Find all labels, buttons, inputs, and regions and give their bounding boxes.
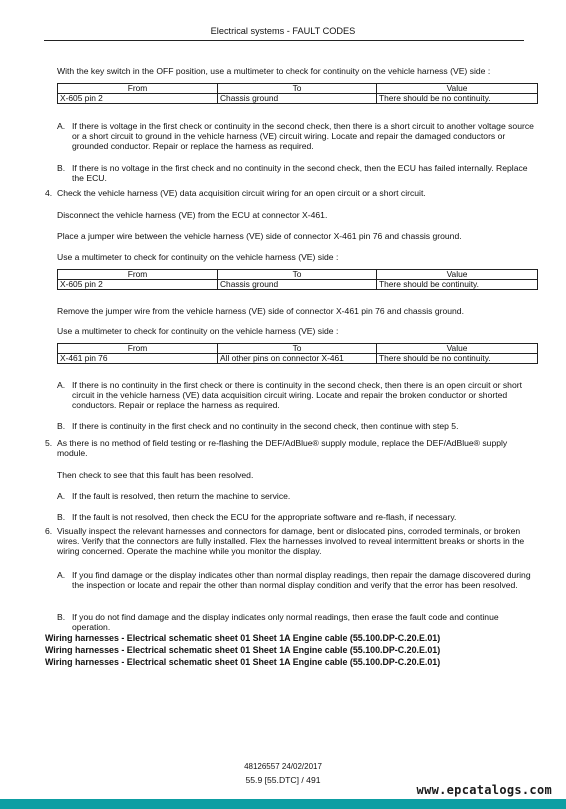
continuity-table-2 bbox=[57, 269, 538, 290]
col-header-from: From bbox=[58, 344, 218, 354]
list-marker: A. bbox=[57, 121, 66, 131]
cell-to: Chassis ground bbox=[218, 94, 377, 104]
step6-option-a: If you find damage or the display indicates other than normal display readings, then repair the damage discovered during the inspection or locate and repair the other than normal display condition and verify that the error has been resolved. bbox=[72, 570, 531, 591]
step4-paragraph: Disconnect the vehicle harness (VE) from the ECU at connector X-461. bbox=[57, 210, 328, 220]
intro-text: With the key switch in the OFF position, use a multimeter to check for continuity on the vehicle harness (VE) side : bbox=[57, 66, 491, 76]
list-marker: A. bbox=[57, 380, 66, 390]
step5-option-b: If the fault is not resolved, then check the ECU for the appropriate software and re-flash, if necessary. bbox=[72, 512, 457, 522]
cell-value: There should be no continuity. bbox=[377, 94, 538, 104]
step4-option-a: If there is no continuity in the first check or there is continuity in the second check, then there is an open circuit or short circuit in the vehicle harness (VE) data acquisition circuit wiring. Locate and repair the broken conductor or shorted conductors. Repair or replace the harness as required. bbox=[72, 380, 522, 411]
step3-option-b: If there is no voltage in the first check and no continuity in the second check, then the ECU has failed internally. Replace the ECU. bbox=[72, 163, 528, 184]
col-header-from: From bbox=[58, 270, 218, 280]
wiring-link[interactable]: Wiring harnesses - Electrical schematic sheet 01 Sheet 1A Engine cable (55.100.DP-C.20.E.01) bbox=[45, 633, 441, 643]
list-marker: B. bbox=[57, 163, 66, 173]
step6-text: Visually inspect the relevant harnesses and connectors for damage, bent or dislocated pins, corroded terminals, or broken wires. Verify that the connectors are fully installed. Flex the harnesses involved to reveal intermittent breaks or shorts in the wiring concerned. Operate the machine while you monitor the display. bbox=[57, 526, 525, 557]
page-number: 55.9 [55.DTC] / 491 bbox=[245, 775, 321, 785]
col-header-to: To bbox=[218, 270, 377, 280]
step-number: 5. bbox=[45, 438, 53, 448]
step-number: 6. bbox=[45, 526, 53, 536]
table-row bbox=[58, 94, 538, 104]
wiring-link[interactable]: Wiring harnesses - Electrical schematic sheet 01 Sheet 1A Engine cable (55.100.DP-C.20.E.01) bbox=[45, 657, 441, 667]
cell-from: X-605 pin 2 bbox=[58, 94, 218, 104]
continuity-table-1 bbox=[57, 83, 538, 104]
cell-from: X-461 pin 76 bbox=[58, 354, 218, 364]
wiring-link[interactable]: Wiring harnesses - Electrical schematic sheet 01 Sheet 1A Engine cable (55.100.DP-C.20.E.01) bbox=[45, 645, 441, 655]
cell-to: All other pins on connector X-461 bbox=[218, 354, 377, 364]
col-header-to: To bbox=[218, 344, 377, 354]
page-header: Electrical systems - FAULT CODES bbox=[210, 26, 356, 36]
list-marker: B. bbox=[57, 512, 66, 522]
list-marker: B. bbox=[57, 421, 66, 431]
step4-paragraph: Use a multimeter to check for continuity on the vehicle harness (VE) side : bbox=[57, 252, 339, 262]
step-number: 4. bbox=[45, 188, 53, 198]
step3-option-a: If there is voltage in the first check or continuity in the second check, then there is a short circuit to another voltage source or a short circuit to ground in the vehicle harness (VE) circuit wiring. Locate and repair the damaged conductors or grounded conductor. Repair or replace the harness as required. bbox=[72, 121, 534, 152]
list-marker: A. bbox=[57, 570, 66, 580]
step5-paragraph: Then check to see that this fault has been resolved. bbox=[57, 470, 254, 480]
header-rule bbox=[44, 40, 524, 41]
step5-option-a: If the fault is resolved, then return the machine to service. bbox=[72, 491, 291, 501]
table-row bbox=[58, 354, 538, 364]
step4-paragraph: Remove the jumper wire from the vehicle harness (VE) side of connector X-461 pin 76 and chassis ground. bbox=[57, 306, 464, 316]
col-header-value: Value bbox=[377, 344, 538, 354]
table-row bbox=[58, 280, 538, 290]
col-header-from: From bbox=[58, 84, 218, 94]
step4-option-b: If there is continuity in the first check and no continuity in the second check, then continue with step 5. bbox=[72, 421, 459, 431]
continuity-table-3 bbox=[57, 343, 538, 364]
watermark-text: www.epcatalogs.com bbox=[416, 783, 552, 797]
cell-from: X-605 pin 2 bbox=[58, 280, 218, 290]
step6-option-b: If you do not find damage and the display indicates only normal readings, then erase the fault code and continue operation. bbox=[72, 612, 499, 633]
cell-to: Chassis ground bbox=[218, 280, 377, 290]
list-marker: A. bbox=[57, 491, 66, 501]
cell-value: There should be continuity. bbox=[377, 280, 538, 290]
doc-reference: 48126557 24/02/2017 bbox=[244, 762, 322, 771]
footer-bar bbox=[0, 799, 566, 809]
col-header-to: To bbox=[218, 84, 377, 94]
step4-paragraph: Place a jumper wire between the vehicle harness (VE) side of connector X-461 pin 76 and chassis ground. bbox=[57, 231, 462, 241]
cell-value: There should be no continuity. bbox=[377, 354, 538, 364]
step4-paragraph: Use a multimeter to check for continuity on the vehicle harness (VE) side : bbox=[57, 326, 339, 336]
col-header-value: Value bbox=[377, 84, 538, 94]
step5-text: As there is no method of field testing or re-flashing the DEF/AdBlue® supply module, replace the DEF/AdBlue® supply module. bbox=[57, 438, 508, 459]
step4-text: Check the vehicle harness (VE) data acquisition circuit wiring for an open circuit or a short circuit. bbox=[57, 188, 426, 198]
list-marker: B. bbox=[57, 612, 66, 622]
col-header-value: Value bbox=[377, 270, 538, 280]
